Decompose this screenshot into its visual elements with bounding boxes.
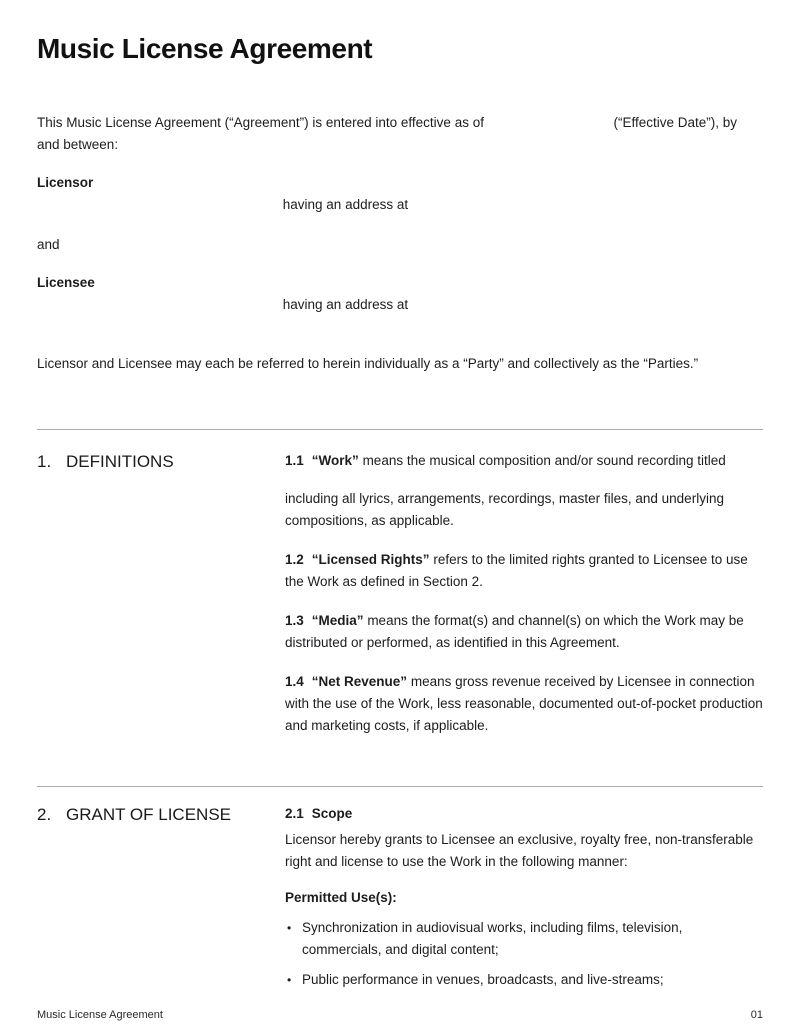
definition-2-text: refers to the limited rights granted to Licensee to use the Work as defined in Section 2. (285, 552, 748, 589)
permitted-use-item: • Synchronization in audiovisual works, including films, television, commercials, and digital content; (285, 917, 763, 961)
licensor-having-address-text: having an address at (282, 197, 409, 212)
parties-note: Licensor and Licensee may each be referred to herein individually as a “Party” and collectively as the “Parties.” (37, 356, 699, 371)
section-number: 1. (37, 452, 52, 471)
clause-number: 2.1 (285, 806, 304, 821)
section-number: 2. (37, 805, 52, 824)
intro-text-after-date: (“Effective Date”), by and between: (37, 115, 738, 152)
definition-2-lead (285, 552, 430, 567)
definition-1-lead (285, 453, 359, 468)
definition-3-lead (285, 613, 364, 628)
section-title: DEFINITIONS (66, 452, 174, 471)
definition-item-4 (285, 671, 763, 737)
and-conjunction: and (37, 237, 60, 252)
clause-number: 1.1 (285, 453, 304, 468)
section-title: GRANT OF LICENSE (66, 805, 231, 824)
definition-4-lead (285, 674, 407, 689)
defined-term: “Licensed Rights” (311, 552, 430, 567)
clause-number: 1.4 (285, 674, 304, 689)
intro-text-before-date: This Music License Agreement (“Agreement”) is entered into effective as of (37, 115, 484, 130)
defined-term: “Net Revenue” (311, 674, 408, 689)
definition-item-1 (285, 450, 763, 472)
licensee-having-address-text: having an address at (282, 297, 409, 312)
defined-term: “Work” (311, 453, 359, 468)
defined-term: “Media” (311, 613, 364, 628)
section-grant-heading (37, 803, 285, 999)
licensee-label: Licensee (37, 275, 95, 290)
licensor-name-blank (37, 203, 279, 217)
page-title: Music License Agreement (37, 33, 373, 64)
work-title-blank (285, 472, 763, 488)
effective-date-blank (488, 121, 610, 135)
section-definitions (37, 430, 763, 754)
definition-4-text: means gross revenue received by Licensee in connection with the use of the Work, less reasonable, documented out-of-pocket production and marketing costs, if applicable. (285, 674, 763, 733)
definition-3-text: means the format(s) and channel(s) on which the Work may be distributed or performed, as identified in this Agreement. (285, 613, 744, 650)
permitted-uses-label: Permitted Use(s): (285, 890, 397, 905)
permitted-uses-list (285, 917, 763, 991)
definition-item-2 (285, 549, 763, 593)
licensee-address-blank (412, 303, 552, 317)
footer-document-title: Music License Agreement (37, 1009, 163, 1021)
clause-title: Scope (311, 806, 353, 821)
licensee-name-blank (37, 303, 279, 317)
section-definitions-body (285, 450, 763, 754)
definition-1-text: means the musical composition and/or sound recording titled (362, 453, 726, 468)
definition-item-3 (285, 610, 763, 654)
grant-body-text: Licensor hereby grants to Licensee an exclusive, royalty free, non-transferable right and license to use the Work in the following manner: (285, 832, 754, 869)
section-grant-body (285, 803, 763, 999)
definition-1-continuation: including all lyrics, arrangements, recordings, master files, and underlying compositions, as applicable. (285, 491, 724, 528)
section-definitions-heading (37, 450, 285, 754)
licensor-address-line (37, 194, 763, 216)
licensor-label: Licensor (37, 175, 94, 190)
section-grant-of-license (37, 787, 763, 999)
intro-paragraph (37, 112, 763, 156)
clause-number: 1.2 (285, 552, 304, 567)
licensee-address-line (37, 294, 763, 316)
page-footer (37, 1009, 763, 1021)
licensor-address-blank (412, 203, 552, 217)
clause-number: 1.3 (285, 613, 304, 628)
grant-clause-heading (285, 803, 763, 825)
permitted-use-item: • Public performance in venues, broadcasts, and live-streams; (285, 969, 763, 991)
footer-page-number: 01 (750, 1009, 763, 1021)
